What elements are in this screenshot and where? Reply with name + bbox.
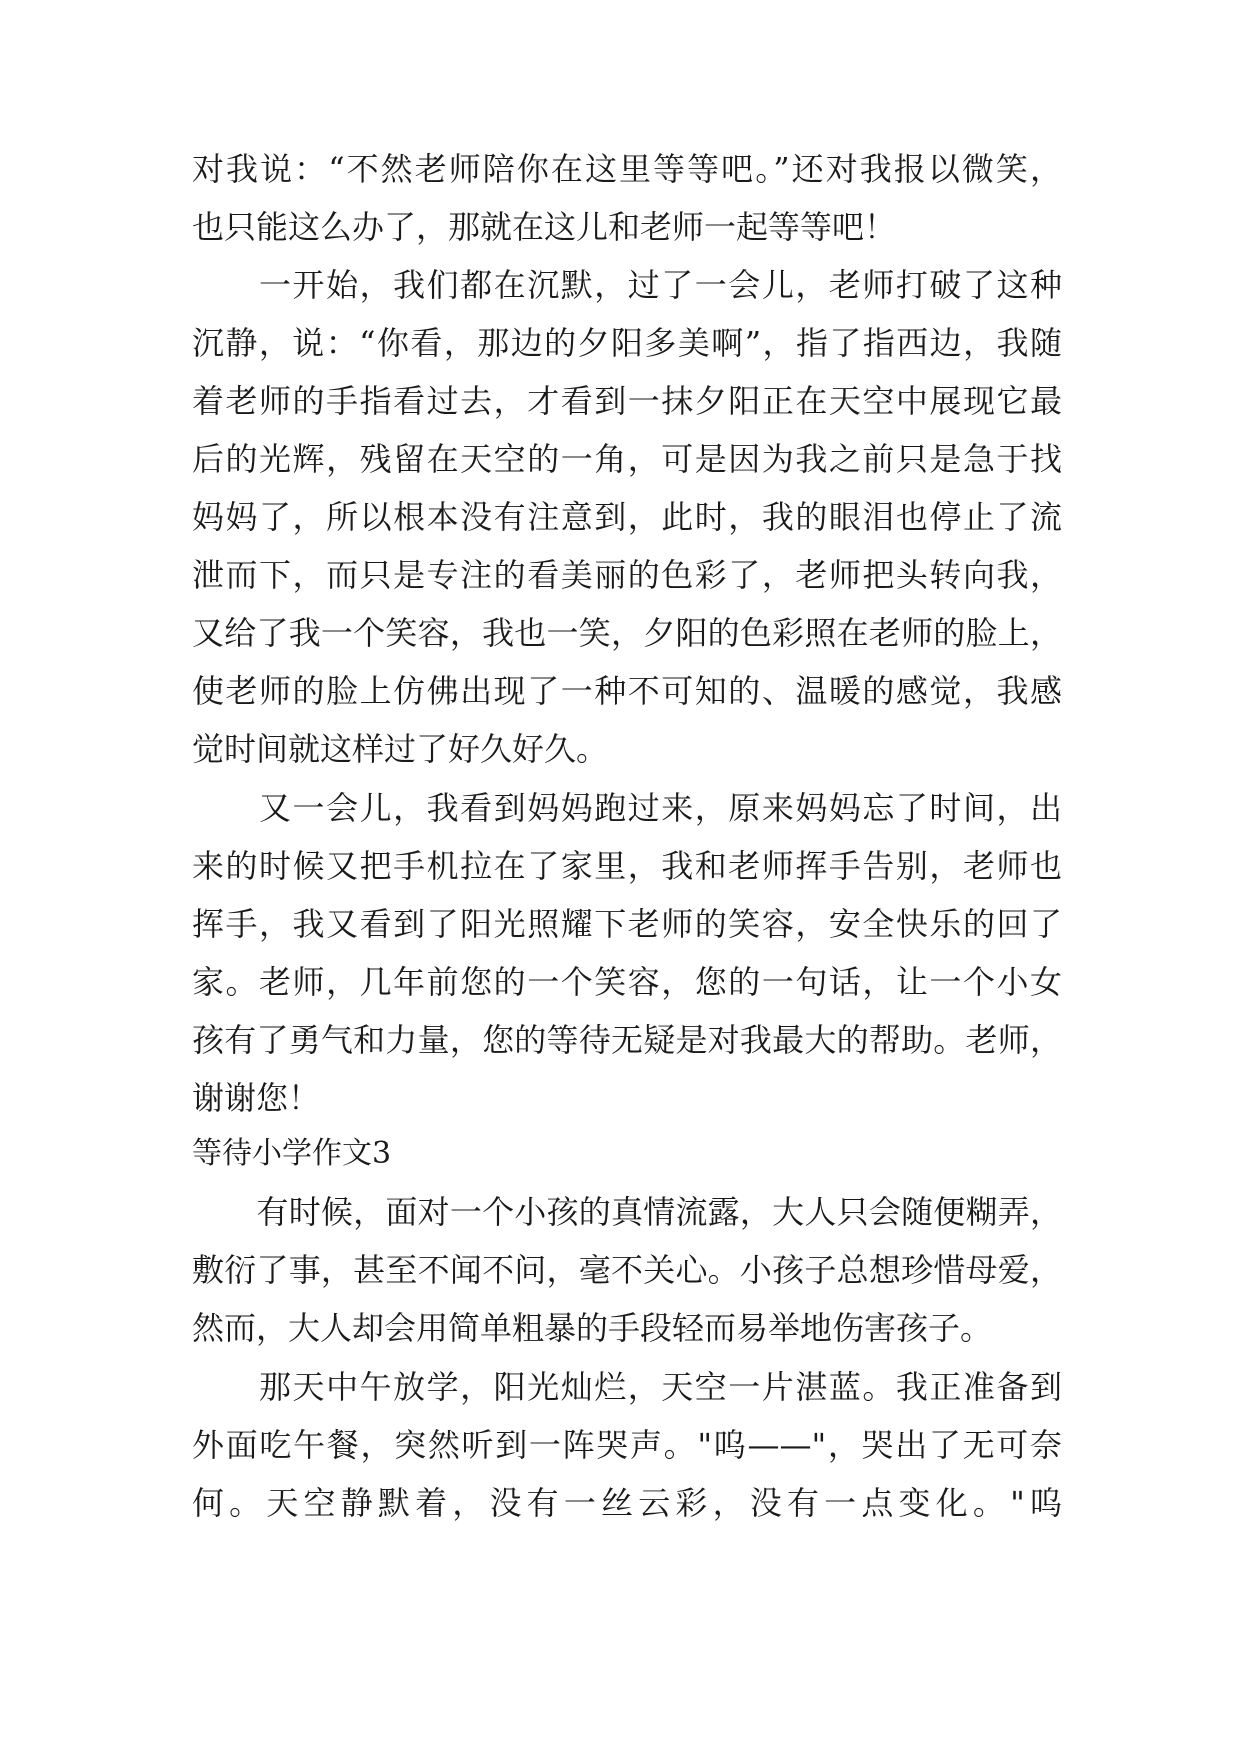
- paragraph-line: 泄而下，而只是专注的看美丽的色彩了，老师把头转向我，: [192, 556, 1062, 594]
- paragraph-line: 后的光辉，残留在天空的一角，可是因为我之前只是急于找: [192, 440, 1062, 478]
- paragraph-line: 来的时候又把手机拉在了家里，我和老师挥手告别，老师也: [192, 847, 1062, 885]
- paragraph-line: 觉时间就这样过了好久好久。: [192, 730, 609, 768]
- paragraph-line: 又给了我一个笑容，我也一笑，夕阳的色彩照在老师的脸上，: [192, 614, 1062, 652]
- paragraph-line: 外面吃午餐，突然听到一阵哭声。"呜——"，哭出了无可奈: [192, 1426, 1062, 1464]
- paragraph-line: 挥手，我又看到了阳光照耀下老师的笑容，安全快乐的回了: [192, 905, 1062, 943]
- paragraph-line: 敷衍了事，甚至不闻不问，毫不关心。小孩子总想珍惜母爱，: [192, 1251, 1062, 1289]
- section-heading: 等待小学作文3: [192, 1136, 392, 1171]
- paragraph-line: 然而，大人却会用简单粗暴的手段轻而易举地伤害孩子。: [192, 1309, 993, 1347]
- paragraph-line: 也只能这么办了，那就在这儿和老师一起等等吧！: [192, 208, 897, 246]
- paragraph-line: 妈妈了，所以根本没有注意到，此时，我的眼泪也停止了流: [192, 498, 1062, 536]
- paragraph-line: 使老师的脸上仿佛出现了一种不可知的、温暖的感觉，我感: [192, 672, 1062, 710]
- paragraph-line: 谢谢您！: [192, 1079, 321, 1117]
- paragraph-line: 着老师的手指看过去，才看到一抹夕阳正在天空中展现它最: [192, 382, 1062, 420]
- paragraph-line: 家。老师，几年前您的一个笑容，您的一句话，让一个小女: [192, 963, 1062, 1001]
- paragraph-line: 对我说：“不然老师陪你在这里等等吧。”还对我报以微笑，: [192, 150, 1062, 188]
- paragraph-line: 何。天空静默着，没有一丝云彩，没有一点变化。"呜: [192, 1484, 1062, 1522]
- paragraph-line: 那天中午放学，阳光灿烂，天空一片湛蓝。我正准备到: [192, 1368, 1062, 1406]
- paragraph-line: 一开始，我们都在沉默，过了一会儿，老师打破了这种: [192, 266, 1062, 304]
- paragraph-line: 孩有了勇气和力量，您的等待无疑是对我最大的帮助。老师，: [192, 1021, 1062, 1059]
- paragraph-line: 沉静，说：“你看，那边的夕阳多美啊”，指了指西边，我随: [192, 324, 1062, 362]
- paragraph-line: 有时候，面对一个小孩的真情流露，大人只会随便糊弄，: [192, 1193, 1062, 1231]
- paragraph-line: 又一会儿，我看到妈妈跑过来，原来妈妈忘了时间，出: [192, 789, 1062, 827]
